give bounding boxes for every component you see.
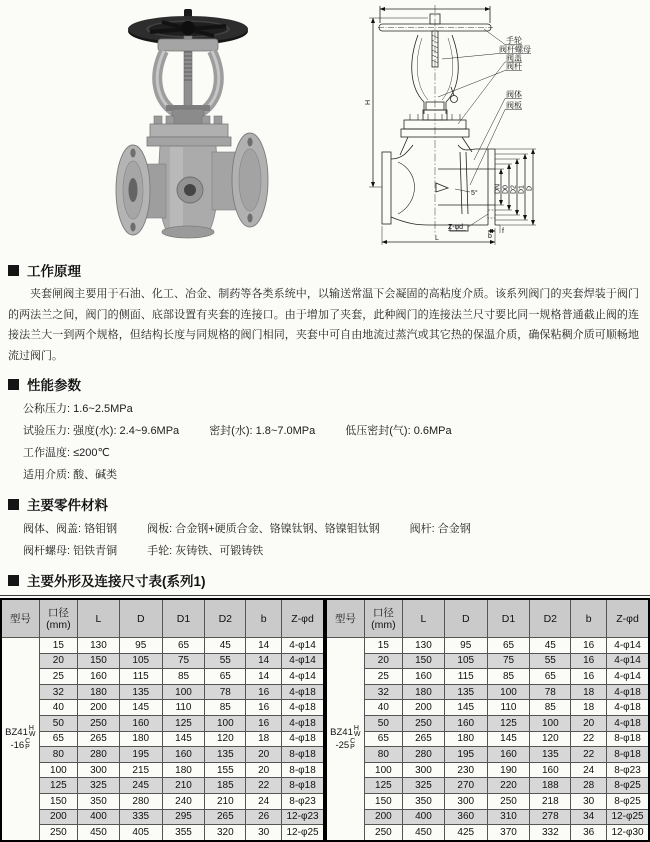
dim-cell: 250 — [39, 825, 77, 841]
param-line — [7, 398, 640, 420]
dim-cell: 110 — [487, 700, 530, 716]
dim-cell: 180 — [162, 762, 205, 778]
dim-cell: 14 — [246, 653, 282, 669]
table-row — [1, 809, 324, 825]
dim-cell: 80 — [39, 747, 77, 763]
table-row — [1, 825, 324, 841]
param-segment: 密封(水): 1.8~7.0MPa — [209, 425, 316, 437]
dim-cell: 25 — [364, 669, 402, 685]
param-line — [7, 518, 640, 540]
dim-cell: 332 — [530, 825, 571, 841]
label-gate: 阀板 — [506, 101, 522, 110]
dim-cell: 12-φ25 — [282, 825, 324, 841]
text-sections — [0, 260, 650, 590]
dim-cell: 100 — [530, 715, 571, 731]
param-segment: 试验压力: 强度(水): 2.4~9.6MPa — [23, 425, 180, 437]
param-segment: 适用介质: 酸、碱类 — [23, 469, 118, 481]
label-stem-nut: 阀杆螺母 — [499, 45, 531, 54]
dim-cell: 4-φ18 — [282, 700, 324, 716]
dim-cell: 160 — [119, 715, 162, 731]
dim-cell: 155 — [205, 762, 246, 778]
dim-cell: 65 — [205, 669, 246, 685]
dim-cell: 78 — [205, 684, 246, 700]
section-title-dimensions — [8, 570, 640, 590]
column-header: L — [403, 599, 445, 638]
dim-cell: 75 — [162, 653, 205, 669]
dim-cell: 280 — [78, 747, 120, 763]
label-body: 阀体 — [506, 90, 522, 99]
column-header: b — [246, 599, 282, 638]
dim-cell: 130 — [78, 638, 120, 654]
dim-cell: 300 — [78, 762, 120, 778]
materials-lines — [7, 518, 640, 562]
table-row — [326, 762, 649, 778]
param-segment: 阀体、阀盖: 铬钼钢 — [23, 523, 118, 535]
dim-cell: 240 — [162, 793, 205, 809]
dimension-table-pn25 — [325, 598, 650, 842]
model-cell: BZ41 H W -16 C P — [1, 638, 39, 841]
table-row — [1, 700, 324, 716]
performance-lines — [7, 398, 640, 486]
dim-cell: 85 — [205, 700, 246, 716]
dim-cell: 20 — [246, 747, 282, 763]
column-header: Z-φd — [607, 599, 649, 638]
dim-cell: 125 — [39, 778, 77, 794]
dim-cell: 25 — [39, 669, 77, 685]
dim-cell: 160 — [403, 669, 445, 685]
dim-cell: 210 — [162, 778, 205, 794]
drawing-labels — [365, 35, 534, 242]
dim-cell: 100 — [487, 684, 530, 700]
dim-cell: 78 — [530, 684, 571, 700]
table-row — [326, 731, 649, 747]
dim-cell: 350 — [403, 793, 445, 809]
table-row — [326, 778, 649, 794]
dim-cell: 14 — [246, 669, 282, 685]
dim-cell: 180 — [403, 684, 445, 700]
dim-cell: 185 — [205, 778, 246, 794]
dim-cell: 400 — [403, 809, 445, 825]
dim-cell: 105 — [444, 653, 487, 669]
dim-cell: 80 — [364, 747, 402, 763]
table-row — [1, 731, 324, 747]
dim-cell: 160 — [530, 762, 571, 778]
section-title-principle — [8, 260, 640, 280]
dim-cell: 160 — [487, 747, 530, 763]
param-line — [7, 420, 640, 442]
table-row — [326, 825, 649, 841]
dim-cell: 125 — [487, 715, 530, 731]
column-header: Z-φd — [282, 599, 324, 638]
dim-z-phi-d: Z-φd — [448, 224, 464, 231]
dim-cell: 200 — [364, 809, 402, 825]
dim-cell: 4-φ18 — [282, 684, 324, 700]
param-line — [7, 442, 640, 464]
dim-cell: 160 — [78, 669, 120, 685]
section-title-materials — [8, 494, 640, 514]
dim-cell: 34 — [571, 809, 607, 825]
table-row — [1, 778, 324, 794]
table-row — [1, 669, 324, 685]
dim-cell: 20 — [364, 653, 402, 669]
dim-cell: 8-φ25 — [607, 778, 649, 794]
dim-cell: 450 — [403, 825, 445, 841]
section-marker-icon — [8, 379, 19, 390]
dim-cell: 18 — [246, 731, 282, 747]
dim-cell: 4-φ14 — [282, 638, 324, 654]
dim-cell: 250 — [78, 715, 120, 731]
table-row — [1, 638, 324, 654]
dim-cell: 105 — [119, 653, 162, 669]
dim-cell: 150 — [364, 793, 402, 809]
section-marker-icon — [8, 265, 19, 276]
dim-cell: 50 — [39, 715, 77, 731]
dim-cell: 16 — [571, 669, 607, 685]
dim-cell: 26 — [246, 809, 282, 825]
section-title-performance — [8, 374, 640, 394]
dim-cell: 190 — [487, 762, 530, 778]
dim-cell: 12-φ23 — [282, 809, 324, 825]
dim-cell: 115 — [119, 669, 162, 685]
dim-cell: 270 — [444, 778, 487, 794]
dim-cell: 188 — [530, 778, 571, 794]
dim-cell: 200 — [403, 700, 445, 716]
dim-cell: 210 — [205, 793, 246, 809]
dim-cell: 195 — [444, 747, 487, 763]
param-segment: 阀板: 合金钢+硬质合金、铬镍钛钢、铬镍钼钛钢 — [147, 523, 380, 535]
section-marker-icon — [8, 575, 19, 586]
dim-cell: 280 — [403, 747, 445, 763]
dim-cell: 65 — [162, 638, 205, 654]
dim-cell: 20 — [39, 653, 77, 669]
column-header: D — [119, 599, 162, 638]
dim-cell: 65 — [39, 731, 77, 747]
dim-cell: 150 — [39, 793, 77, 809]
dim-cell: 245 — [119, 778, 162, 794]
dim-cell: 40 — [39, 700, 77, 716]
column-header: D — [444, 599, 487, 638]
dim-cell: 16 — [246, 715, 282, 731]
table-row — [1, 793, 324, 809]
column-header: D1 — [162, 599, 205, 638]
dim-cell: 12-φ30 — [607, 825, 649, 841]
dim-cell: 265 — [403, 731, 445, 747]
dim-cell: 218 — [530, 793, 571, 809]
valve-drawing — [358, 2, 553, 252]
param-segment: 手轮: 灰铸铁、可锻铸铁 — [147, 545, 264, 557]
column-header: D1 — [487, 599, 530, 638]
dim-f: f — [502, 228, 504, 235]
dim-cell: 100 — [205, 715, 246, 731]
param-segment: 公称压力: 1.6~2.5MPa — [23, 403, 133, 415]
dim-cell: 14 — [246, 638, 282, 654]
dim-cell: 325 — [403, 778, 445, 794]
dim-cell: 8-φ18 — [607, 747, 649, 763]
dim-cell: 16 — [246, 684, 282, 700]
column-header: D2 — [530, 599, 571, 638]
dim-cell: 250 — [487, 793, 530, 809]
dim-cell: 24 — [571, 762, 607, 778]
dim-cell: 115 — [444, 669, 487, 685]
dim-cell: 16 — [571, 638, 607, 654]
dim-cell: 95 — [444, 638, 487, 654]
dim-cell: 8-φ23 — [282, 793, 324, 809]
dim-cell: 295 — [162, 809, 205, 825]
column-header: D2 — [205, 599, 246, 638]
dim-d2: D2 — [510, 185, 518, 194]
dimension-table-pn16 — [0, 598, 325, 842]
dim-cell: 145 — [119, 700, 162, 716]
dim-cell: 405 — [119, 825, 162, 841]
dim-cell: 4-φ18 — [282, 731, 324, 747]
table-row — [1, 653, 324, 669]
dim-cell: 215 — [119, 762, 162, 778]
table-row — [326, 809, 649, 825]
table-row — [1, 715, 324, 731]
dim-cell: 145 — [162, 731, 205, 747]
dim-cell: 15 — [39, 638, 77, 654]
figures — [0, 0, 650, 252]
dim-cell: 135 — [530, 747, 571, 763]
dim-cell: 135 — [205, 747, 246, 763]
valve-photo-graphic — [116, 9, 268, 238]
dim-cell: 130 — [403, 638, 445, 654]
dim-d0: D0 — [502, 185, 510, 194]
param-segment: 阀杆: 合金钢 — [409, 523, 471, 535]
column-header: 口径 (mm) — [39, 599, 77, 638]
table-row — [1, 747, 324, 763]
table-row — [326, 715, 649, 731]
dim-cell: 16 — [246, 700, 282, 716]
dim-cell: 8-φ23 — [607, 762, 649, 778]
dim-cell: 350 — [78, 793, 120, 809]
dim-cell: 150 — [403, 653, 445, 669]
dim-cell: 200 — [39, 809, 77, 825]
dim-cell: 45 — [530, 638, 571, 654]
dim-cell: 18 — [571, 684, 607, 700]
dim-cell: 30 — [571, 793, 607, 809]
dim-cell: 200 — [78, 700, 120, 716]
dim-cell: 370 — [487, 825, 530, 841]
dim-cell: 4-φ14 — [282, 653, 324, 669]
valve-photo — [100, 6, 290, 246]
dim-cell: 20 — [571, 715, 607, 731]
dim-b: b — [488, 233, 492, 240]
dim-cell: 40 — [364, 700, 402, 716]
dim-cell: 145 — [444, 700, 487, 716]
dim-cell: 22 — [246, 778, 282, 794]
column-header: 型号 — [326, 599, 364, 638]
section-marker-icon — [8, 499, 19, 510]
label-handwheel: 手轮 — [506, 36, 522, 45]
table-row — [326, 669, 649, 685]
dim-d: D — [526, 185, 534, 191]
dim-cell: 32 — [39, 684, 77, 700]
dim-cell: 300 — [444, 793, 487, 809]
label-stem: 阀杆 — [506, 62, 522, 71]
dim-cell: 425 — [444, 825, 487, 841]
section-title-text: 主要零件材料 — [27, 498, 108, 513]
dim-cell: 320 — [205, 825, 246, 841]
dim-cell: 8-φ18 — [282, 778, 324, 794]
dim-l: L — [435, 235, 439, 242]
param-line — [7, 540, 640, 562]
dim-cell: 400 — [78, 809, 120, 825]
column-header: b — [571, 599, 607, 638]
dim-cell: 160 — [444, 715, 487, 731]
label-bonnet: 阀盖 — [506, 53, 522, 63]
dim-cell: 160 — [162, 747, 205, 763]
dim-cell: 195 — [119, 747, 162, 763]
dim-cell: 250 — [364, 825, 402, 841]
table-row — [326, 684, 649, 700]
dim-cell: 180 — [78, 684, 120, 700]
dim-cell: 65 — [364, 731, 402, 747]
dim-cell: 125 — [364, 778, 402, 794]
section-title-text: 主要外形及连接尺寸表(系列1) — [27, 574, 206, 589]
dim-cell: 325 — [78, 778, 120, 794]
param-line — [7, 464, 640, 486]
dim-cell: 22 — [571, 747, 607, 763]
dim-angle: 5° — [471, 190, 478, 197]
dim-cell: 250 — [403, 715, 445, 731]
dim-cell: 65 — [487, 638, 530, 654]
dim-cell: 135 — [444, 684, 487, 700]
model-cell: BZ41 H W -25 C P — [326, 638, 364, 841]
dim-cell: 4-φ14 — [282, 669, 324, 685]
section-title-text: 工作原理 — [27, 264, 81, 279]
dim-cell: 50 — [364, 715, 402, 731]
table-row — [1, 762, 324, 778]
table-row — [326, 700, 649, 716]
dim-cell: 100 — [364, 762, 402, 778]
dim-cell: 300 — [403, 762, 445, 778]
dim-cell: 180 — [119, 731, 162, 747]
dim-cell: 16 — [571, 653, 607, 669]
dim-cell: 55 — [530, 653, 571, 669]
dim-cell: 30 — [246, 825, 282, 841]
dim-cell: 100 — [162, 684, 205, 700]
dim-cell: 75 — [487, 653, 530, 669]
dim-cell: 32 — [364, 684, 402, 700]
dim-cell: 55 — [205, 653, 246, 669]
dim-cell: 85 — [162, 669, 205, 685]
dim-cell: 8-φ18 — [282, 762, 324, 778]
dim-cell: 8-φ25 — [607, 793, 649, 809]
dim-cell: 135 — [119, 684, 162, 700]
dim-cell: 4-φ14 — [607, 638, 649, 654]
dim-cell: 145 — [487, 731, 530, 747]
dim-cell: 4-φ18 — [282, 715, 324, 731]
dim-cell: 4-φ18 — [607, 700, 649, 716]
dim-cell: 4-φ18 — [607, 715, 649, 731]
dim-cell: 12-φ25 — [607, 809, 649, 825]
dim-cell: 278 — [530, 809, 571, 825]
dim-cell: 355 — [162, 825, 205, 841]
dim-cell: 450 — [78, 825, 120, 841]
dim-cell: 125 — [162, 715, 205, 731]
dim-cell: 310 — [487, 809, 530, 825]
table-row — [326, 747, 649, 763]
table-row — [326, 638, 649, 654]
dim-cell: 20 — [246, 762, 282, 778]
dim-cell: 95 — [119, 638, 162, 654]
param-segment: 阀杆螺母: 铝铁青铜 — [23, 545, 118, 557]
dim-cell: 85 — [487, 669, 530, 685]
column-header: 口径 (mm) — [364, 599, 402, 638]
dim-d1: D1 — [518, 185, 526, 194]
dim-cell: 28 — [571, 778, 607, 794]
column-header: L — [78, 599, 120, 638]
dim-cell: 180 — [444, 731, 487, 747]
dim-cell: 4-φ14 — [607, 669, 649, 685]
dim-cell: 265 — [78, 731, 120, 747]
param-segment: 低压密封(气): 0.6MPa — [345, 425, 452, 437]
param-segment: 工作温度: ≤200℃ — [23, 447, 110, 459]
dim-cell: 120 — [530, 731, 571, 747]
dim-cell: 280 — [119, 793, 162, 809]
section-title-text: 性能参数 — [27, 378, 81, 393]
dim-cell: 230 — [444, 762, 487, 778]
dim-cell: 8-φ18 — [282, 747, 324, 763]
dim-cell: 85 — [530, 700, 571, 716]
dim-cell: 65 — [530, 669, 571, 685]
dimension-tables — [0, 595, 650, 842]
column-header: 型号 — [1, 599, 39, 638]
dim-cell: 15 — [364, 638, 402, 654]
dim-cell: 220 — [487, 778, 530, 794]
dim-cell: 360 — [444, 809, 487, 825]
table-row — [326, 793, 649, 809]
principle-paragraph: 夹套闸阀主要用于石油、化工、冶金、制药等各类系统中，以输送常温下会凝固的高粘度介质。该系列阀门的夹套焊装于阀门的两法兰之间，阀门的侧面、底部设置有夹套的连接口。由于增加了夹套，此种阀门的连接法兰尺寸要比同一规格普通截止阀的连接法兰大一到两个规格，但结构长度与同规格的阀门相同，夹套中可自由地流过蒸汽或其它热的保温介质，确保粘稠介质可顺畅地流过阀门。 — [8, 288, 639, 362]
dim-cell: 24 — [246, 793, 282, 809]
dim-cell: 45 — [205, 638, 246, 654]
dim-cell: 22 — [571, 731, 607, 747]
dim-cell: 100 — [39, 762, 77, 778]
dim-cell: 335 — [119, 809, 162, 825]
dim-h: H — [365, 99, 372, 105]
dim-cell: 265 — [205, 809, 246, 825]
dim-dn: DN — [494, 183, 502, 194]
dim-cell: 18 — [571, 700, 607, 716]
dim-cell: 36 — [571, 825, 607, 841]
dim-cell: 120 — [205, 731, 246, 747]
table-row — [1, 684, 324, 700]
dim-cell: 150 — [78, 653, 120, 669]
dim-cell: 4-φ14 — [607, 653, 649, 669]
dim-cell: 4-φ18 — [607, 684, 649, 700]
table-row — [326, 653, 649, 669]
dim-cell: 8-φ18 — [607, 731, 649, 747]
dim-cell: 110 — [162, 700, 205, 716]
